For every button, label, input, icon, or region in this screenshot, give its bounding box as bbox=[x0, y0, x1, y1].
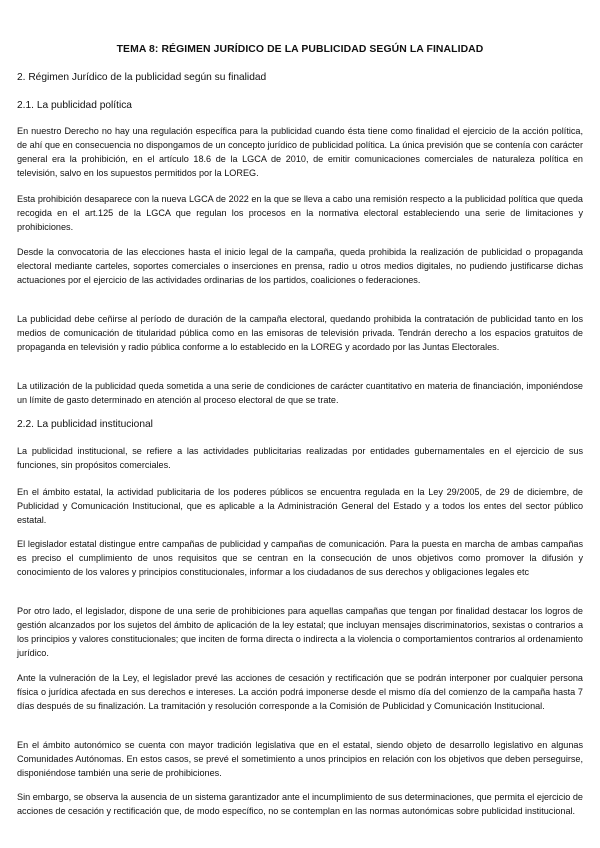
paragraph: En nuestro Derecho no hay una regulación específica para la publicidad cuando ésta tiene como finalidad el ejercicio de la acción política, de ahí que en consecuencia no dispongamos de un concepto jurídico de publicidad política. La única previsión que se contenía con carácter general era la prohibición, en el artículo 18.6 de la LGCA de 2010, de emitir comunicaciones comerciales de naturaleza política en televisión, salvo en los supuestos permitidos por la LOREG. bbox=[17, 126, 583, 179]
paragraph: La publicidad debe ceñirse al período de duración de la campaña electoral, quedando prohibida la contratación de publicidad tanto en los medios de comunicación de titularidad pública como en las emisoras de televisión privada. Tendrán derecho a los espacios gratuitos de propaganda en televisión y radio pública conforme a lo establecido en la LOREG y acordado por las Juntas Electorales. bbox=[17, 314, 583, 353]
paragraph: Sin embargo, se observa la ausencia de un sistema garantizador ante el incumplimiento de sus determinaciones, que permita el ejercicio de acciones de cesación y rectificación que, de modo específico, no se contemplan en las normas autonómicas sobre publicidad institucional. bbox=[17, 792, 583, 817]
paragraph: Esta prohibición desaparece con la nueva LGCA de 2022 en la que se lleva a cabo una remisión respecto a la publicidad política que queda recogida en el art.125 de la LGCA que regulan los procesos en la normativa electoral estableciendo una serie de limitaciones y prohibiciones. bbox=[17, 194, 583, 233]
paragraph: En el ámbito estatal, la actividad publicitaria de los poderes públicos se encuentra regulada en la Ley 29/2005, de 29 de diciembre, de Publicidad y Comunicación Institucional, que es aplicable a la Administración General del Estado y a todos los entes del sector público estatal. bbox=[17, 487, 583, 526]
section-heading: 2. Régimen Jurídico de la publicidad según su finalidad bbox=[17, 72, 267, 83]
document-title: TEMA 8: RÉGIMEN JURÍDICO DE LA PUBLICIDAD SEGÚN LA FINALIDAD bbox=[116, 44, 484, 55]
paragraph: La utilización de la publicidad queda sometida a una serie de condiciones de carácter cuantitativo en materia de financiación, imponiéndose un límite de gasto determinado en atención al proceso electoral de que se trate. bbox=[17, 381, 583, 406]
paragraph: En el ámbito autonómico se cuenta con mayor tradición legislativa que en el estatal, siendo objeto de desarrollo legislativo en algunas Comunidades Autónomas. En estos casos, se prevé el sometimiento a unos principios en relación con los objetivos que deben perseguirse, disponiéndose también una serie de prohibiciones. bbox=[17, 740, 583, 779]
paragraph: Desde la convocatoria de las elecciones hasta el inicio legal de la campaña, queda prohibida la realización de publicidad o propaganda electoral mediante carteles, soportes comerciales o inserciones en prensa, radio u otros medios digitales, no pudiendo justificarse dichas actuaciones por el ejercicio de las actividades ordinarias de los partidos, coaliciones o federaciones. bbox=[17, 247, 583, 286]
subsection-heading-political: 2.1. La publicidad política bbox=[17, 100, 132, 111]
subsection-heading-institutional: 2.2. La publicidad institucional bbox=[17, 419, 153, 430]
paragraph: El legislador estatal distingue entre campañas de publicidad y campañas de comunicación. Para la puesta en marcha de ambas campañas es preciso el cumplimiento de unos requisitos que se centran en la consecución de unos objetivos como promover la difusión y conocimiento de los valores y principios constitucionales, informar a los ciudadanos de sus derechos y obligaciones legales etc bbox=[17, 539, 583, 578]
paragraph: La publicidad institucional, se refiere a las actividades publicitarias realizadas por entidades gubernamentales en el ejercicio de sus funciones, sin propósitos comerciales. bbox=[17, 446, 583, 471]
paragraph: Ante la vulneración de la Ley, el legislador prevé las acciones de cesación y rectificación que se podrán interponer por cualquier persona física o jurídica afectada en sus derechos e intereses. La acción podrá imponerse desde el mismo día del comienzo de la campaña hasta 7 días después de su finalización. La tramitación y resolución corresponde a la Comisión de Publicidad y Comunicación Institucional. bbox=[17, 673, 583, 712]
paragraph: Por otro lado, el legislador, dispone de una serie de prohibiciones para aquellas campañas que tengan por finalidad destacar los logros de gestión alcanzados por los sujetos del ámbito de aplicación de la ley estatal; que incluyan mensajes discriminatorios, sexistas o contrarios a los principios y valores constitucionales; que inciten de forma directa o indirecta a la violencia o comportamientos contrarios al ordenamiento jurídico. bbox=[17, 606, 583, 659]
